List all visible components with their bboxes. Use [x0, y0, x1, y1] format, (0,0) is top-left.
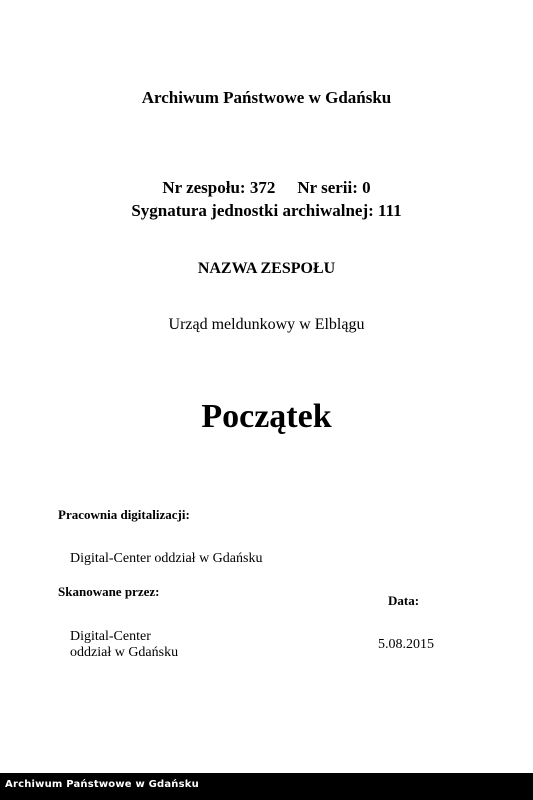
scanned-by-label: Skanowane przez:	[58, 584, 160, 599]
scanned-by-line-2: oddział w Gdańsku	[70, 645, 179, 660]
series-number: Nr serii: 0	[297, 178, 371, 197]
footer-watermark-text: Archiwum Państwowe w Gdańsku	[5, 779, 199, 790]
unit-signature: Sygnatura jednostki archiwalnej: 111	[131, 201, 402, 220]
date-label: Data:	[388, 593, 420, 608]
fonds-heading: NAZWA ZESPOŁU	[197, 260, 336, 277]
fonds-number: Nr zespołu: 372	[162, 178, 276, 197]
scanned-by-value	[70, 629, 178, 661]
date-value: 5.08.2015	[378, 637, 434, 652]
fonds-name: Urząd meldunkowy w Elblągu	[168, 316, 365, 333]
scanned-by-line-1: Digital-Center	[70, 629, 151, 644]
reference-line	[0, 178, 533, 198]
digitization-lab-value: Digital-Center oddział w Gdańsku	[70, 551, 263, 566]
digitization-lab-label: Pracownia digitalizacji:	[58, 507, 190, 522]
document-title: Początek	[201, 398, 332, 435]
archive-name-header: Archiwum Państwowe w Gdańsku	[141, 88, 392, 107]
footer-bar	[0, 773, 533, 800]
